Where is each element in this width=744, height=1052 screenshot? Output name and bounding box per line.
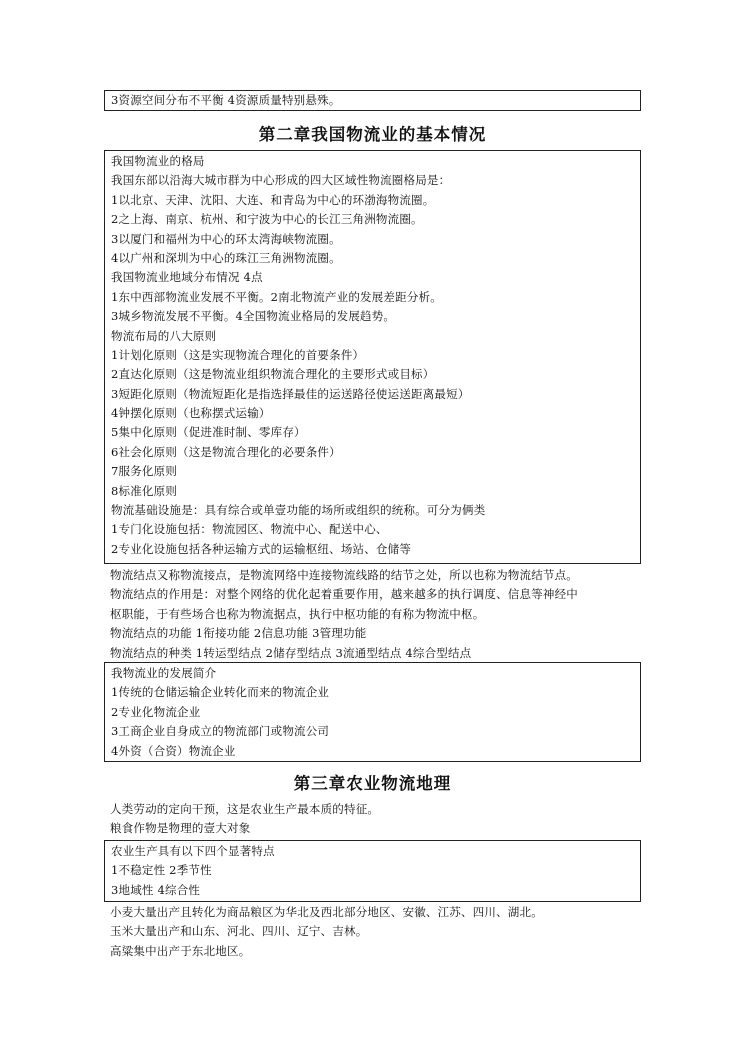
top-box [104, 90, 641, 111]
text-line: 物流结点的种类 1转运型结点 2储存型结点 3流通型结点 4综合型结点 [110, 645, 472, 660]
text-line: 我国物流业地域分布情况 4点 [111, 270, 263, 285]
text-line: 1东中西部物流业发展不平衡。2南北物流产业的发展差距分析。 [111, 289, 442, 304]
text-line: 7服务化原则 [111, 464, 178, 479]
text-line: 我物流业的发展简介 [111, 666, 217, 680]
text-line: 3地域性 4综合性 [111, 882, 201, 897]
text-line: 1计划化原则（这是实现物流合理化的首要条件） [111, 347, 365, 362]
text-line: 3短距化原则（物流短距化是指选择最佳的运送路径使运送距离最短） [111, 386, 470, 401]
chapter2-title: 第二章我国物流业的基本情况 [258, 125, 487, 144]
text-line: 6社会化原则（这是物流合理化的必要条件） [111, 444, 341, 459]
text-line: 物流结点的功能 1衔接功能 2信息功能 3管理功能 [110, 626, 367, 641]
text-line: 5集中化原则（促进准时制、零库存） [111, 425, 306, 440]
text-line: 1传统的仓储运输企业转化而来的物流企业 [111, 685, 330, 700]
text-line: 3城乡物流发展不平衡。4全国物流业格局的发展趋势。 [111, 309, 396, 324]
chapter3-title: 第三章农业物流地理 [293, 774, 452, 793]
text-line: 高粱集中出产于东北地区。 [110, 943, 251, 958]
text-line: 物流基础设施是：具有综合或单壹功能的场所或组织的统称。可分为俩类 [111, 503, 486, 518]
agriculture-features-box [104, 840, 641, 902]
text-line: 2专业化物流企业 [111, 704, 201, 719]
text-line: 1以北京、天津、沈阳、大连、和青岛为中心的环渤海物流圈。 [111, 192, 435, 207]
text-line: 3工商企业自身成立的物流部门或物流公司 [111, 724, 330, 739]
text-line: 2专业化设施包括各种运输方式的运输枢纽、场站、仓储等 [111, 541, 412, 556]
text-line: 1不稳定性 2季节性 [111, 863, 212, 878]
development-box [104, 662, 641, 762]
text-line: 1专门化设施包括：物流园区、物流中心、配送中心、 [111, 522, 388, 537]
text-line: 玉米大量出产和山东、河北、四川、辽宁、吉林。 [110, 924, 368, 939]
text-line: 2直达化原则（这是物流业组织物流合理化的主要形式或目标） [111, 367, 435, 382]
text-line: 物流结点的作用是：对整个网络的优化起着重要作用，越来越多的执行调度、信息等神经中 [110, 587, 578, 602]
crops-paragraph [110, 903, 645, 961]
text-line: 4外资（合资）物流企业 [111, 743, 236, 758]
text-line: 2之上海、南京、杭州、和宁波为中心的长江三角洲物流圈。 [111, 212, 423, 227]
text-line: 枢职能，于有些场合也称为物流据点，执行中枢功能的有称为物流中枢。 [110, 606, 485, 621]
text-line: 8标准化原则 [111, 483, 178, 498]
text-line: 物流布局的八大原则 [111, 328, 217, 343]
text-line: 物流结点又称物流接点，是物流网络中连接物流线路的结节之处，所以也称为物流结节点。 [110, 568, 578, 582]
text-line: 3资源空间分布不平衡 4资源质量特别悬殊。 [111, 93, 341, 107]
agriculture-paragraph [110, 800, 645, 839]
text-line: 人类劳动的定向干预，这是农业生产最本质的特征。 [110, 802, 380, 816]
text-line: 我国东部以沿海大城市群为中心形成的四大区域性物流圈格局是： [111, 173, 451, 188]
text-line: 4钟摆化原则（也称摆式运输） [111, 406, 271, 421]
text-line: 我国物流业的格局 [111, 154, 205, 168]
text-line: 农业生产具有以下四个显著特点 [111, 844, 275, 858]
text-line: 小麦大量出产且转化为商品粮区为华北及西北部分地区、安徽、江苏、四川、湖北。 [110, 905, 543, 919]
logistics-node-paragraph [110, 566, 645, 663]
text-line: 3以厦门和福州为中心的环太湾海峡物流圈。 [111, 231, 341, 246]
logistics-layout-box [104, 150, 641, 564]
text-line: 4以广州和深圳为中心的珠江三角洲物流圈。 [111, 250, 341, 265]
text-line: 粮食作物是物理的壹大对象 [110, 821, 251, 836]
